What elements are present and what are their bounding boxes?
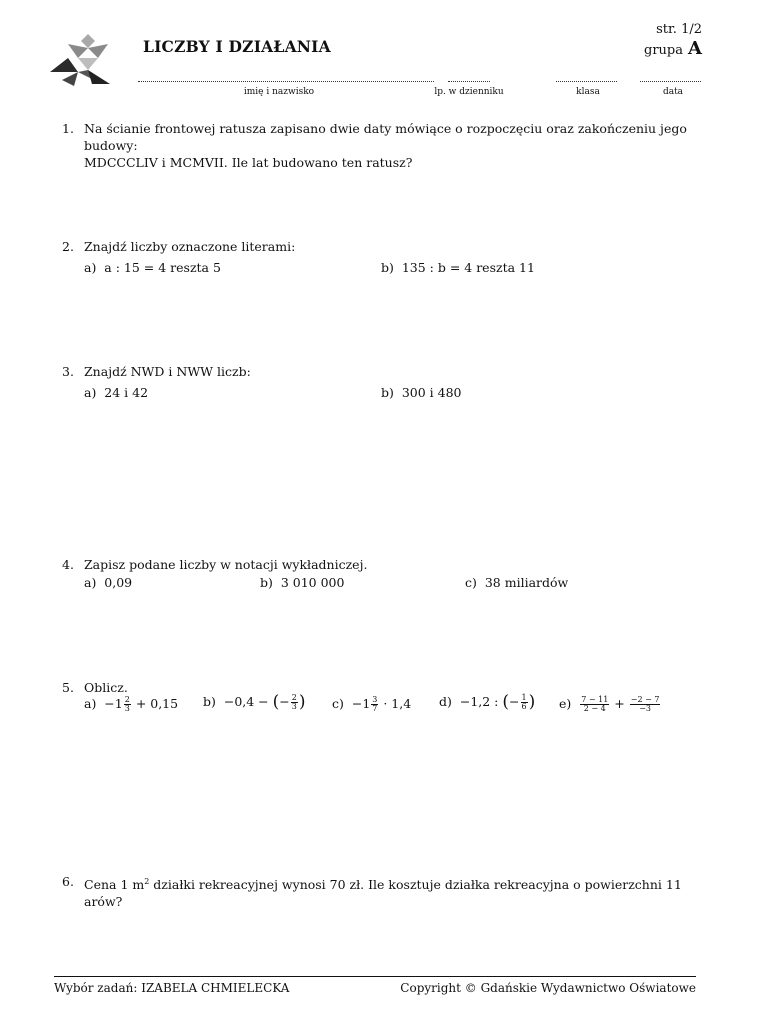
- subtask-c: [332, 695, 411, 713]
- subtask-label: b): [381, 260, 394, 275]
- footer-divider: [54, 976, 696, 977]
- subtask-a: [84, 259, 221, 276]
- numerator: 1: [521, 693, 527, 702]
- expression-part: −: [509, 694, 520, 709]
- denominator: 7: [372, 704, 378, 713]
- fraction: [291, 694, 298, 711]
- subtask-expression: 3 010 000: [280, 575, 345, 590]
- expression-part: −1,2 :: [459, 694, 499, 709]
- subtask-a: [84, 384, 148, 401]
- numerator: 3: [372, 695, 378, 704]
- subtask-expression: 0,09: [104, 575, 133, 590]
- numerator: 7 − 11: [581, 695, 609, 704]
- task-text-line: Na ścianie frontowej ratusza zapisano dwie daty mówiące o rozpoczęciu oraz zakończeniu jego budowy:: [84, 121, 687, 153]
- subtask-expression: 135 : b = 4 reszta 11: [401, 260, 535, 275]
- task-number: 1.: [62, 121, 74, 136]
- group-letter: A: [688, 38, 702, 59]
- date-caption: data: [662, 87, 684, 97]
- expression-part: −1: [351, 696, 371, 711]
- fraction: [580, 696, 609, 713]
- worksheet-title: LICZBY I DZIAŁANIA: [143, 37, 331, 56]
- superscript: 2: [144, 877, 150, 886]
- group-label: grupa: [644, 43, 683, 58]
- subtask-b: [381, 259, 535, 276]
- task-text: [84, 120, 704, 171]
- subtask-expression: 38 miliardów: [484, 575, 569, 590]
- footer-copyright: Copyright © Gdańskie Wydawnictwo Oświatowe: [400, 981, 696, 995]
- publisher-logo: [48, 32, 114, 90]
- register-number-field[interactable]: [448, 73, 490, 82]
- left-parenthesis: (: [502, 692, 510, 712]
- expression-part: −1: [104, 696, 123, 711]
- numerator: 2: [291, 693, 297, 702]
- name-field[interactable]: [138, 73, 434, 82]
- subtask-a: [84, 695, 178, 713]
- expression-part: +: [614, 696, 625, 711]
- task-text: [84, 873, 704, 910]
- denominator: 2 − 4: [583, 704, 606, 713]
- subtask-expression: a : 15 = 4 reszta 5: [104, 260, 221, 275]
- expression-part: · 1,4: [383, 696, 412, 711]
- task-number: 3.: [62, 364, 74, 379]
- subtask-label: a): [84, 385, 97, 400]
- subtask-label: b): [260, 575, 273, 590]
- subtask-label: b): [203, 694, 216, 709]
- task-number: 4.: [62, 557, 74, 572]
- expression-part: −: [279, 694, 290, 709]
- class-field[interactable]: [556, 73, 617, 82]
- task-number: 5.: [62, 680, 74, 695]
- task-text: Znajdź NWD i NWW liczb:: [84, 364, 251, 379]
- task-number: 2.: [62, 239, 74, 254]
- denominator: −3: [639, 704, 651, 713]
- subtask-a: [84, 574, 132, 591]
- subtask-label: a): [84, 260, 97, 275]
- subtask-d: [439, 693, 535, 711]
- denominator: 3: [124, 704, 130, 713]
- task-text: Znajdź liczby oznaczone literami:: [84, 239, 296, 254]
- task-text: Zapisz podane liczby w notacji wykładniczej.: [84, 557, 368, 572]
- right-parenthesis: ): [528, 692, 536, 712]
- subtask-label: a): [84, 575, 97, 590]
- register-number-caption: lp. w dzienniku: [434, 87, 504, 97]
- fraction: [630, 696, 661, 713]
- subtask-e: [559, 695, 661, 713]
- subtask-label: c): [465, 575, 477, 590]
- subtask-label: a): [84, 696, 97, 711]
- right-parenthesis: ): [298, 692, 306, 712]
- expression-part: −0,4 −: [223, 694, 269, 709]
- subtask-label: d): [439, 694, 452, 709]
- subtask-expression: 24 i 42: [104, 385, 149, 400]
- name-caption: imię i nazwisko: [243, 87, 315, 97]
- task-text-line: MDCCCLIV i MCMVII. Ile lat budowano ten ratusz?: [84, 155, 413, 170]
- date-field[interactable]: [640, 73, 701, 82]
- page-number: str. 1/2: [656, 22, 702, 37]
- subtask-label: e): [559, 696, 572, 711]
- left-parenthesis: (: [272, 692, 280, 712]
- denominator: 3: [291, 702, 297, 711]
- fraction: [371, 696, 378, 713]
- task-text-part: działki rekreacyjnej wynosi 70 zł. Ile kosztuje działka rekreacyjna o powierzchni 11 arów?: [84, 877, 682, 910]
- footer-author: Wybór zadań: IZABELA CHMIELECKA: [54, 981, 290, 995]
- fraction: [521, 694, 528, 711]
- subtask-b: [260, 574, 344, 591]
- numerator: 2: [124, 695, 130, 704]
- task-text-part: Cena 1 m: [84, 877, 145, 893]
- task-text: Oblicz.: [84, 680, 128, 695]
- task-number: 6.: [62, 874, 74, 889]
- subtask-b: [203, 693, 306, 711]
- subtask-c: [465, 574, 568, 591]
- subtask-b: [381, 384, 462, 401]
- denominator: 6: [521, 702, 527, 711]
- expression-part: + 0,15: [135, 696, 179, 711]
- subtask-label: b): [381, 385, 394, 400]
- class-caption: klasa: [576, 87, 600, 97]
- subtask-label: c): [332, 696, 344, 711]
- fraction: [124, 696, 131, 713]
- numerator: −2 − 7: [630, 695, 660, 704]
- subtask-expression: 300 i 480: [401, 385, 462, 400]
